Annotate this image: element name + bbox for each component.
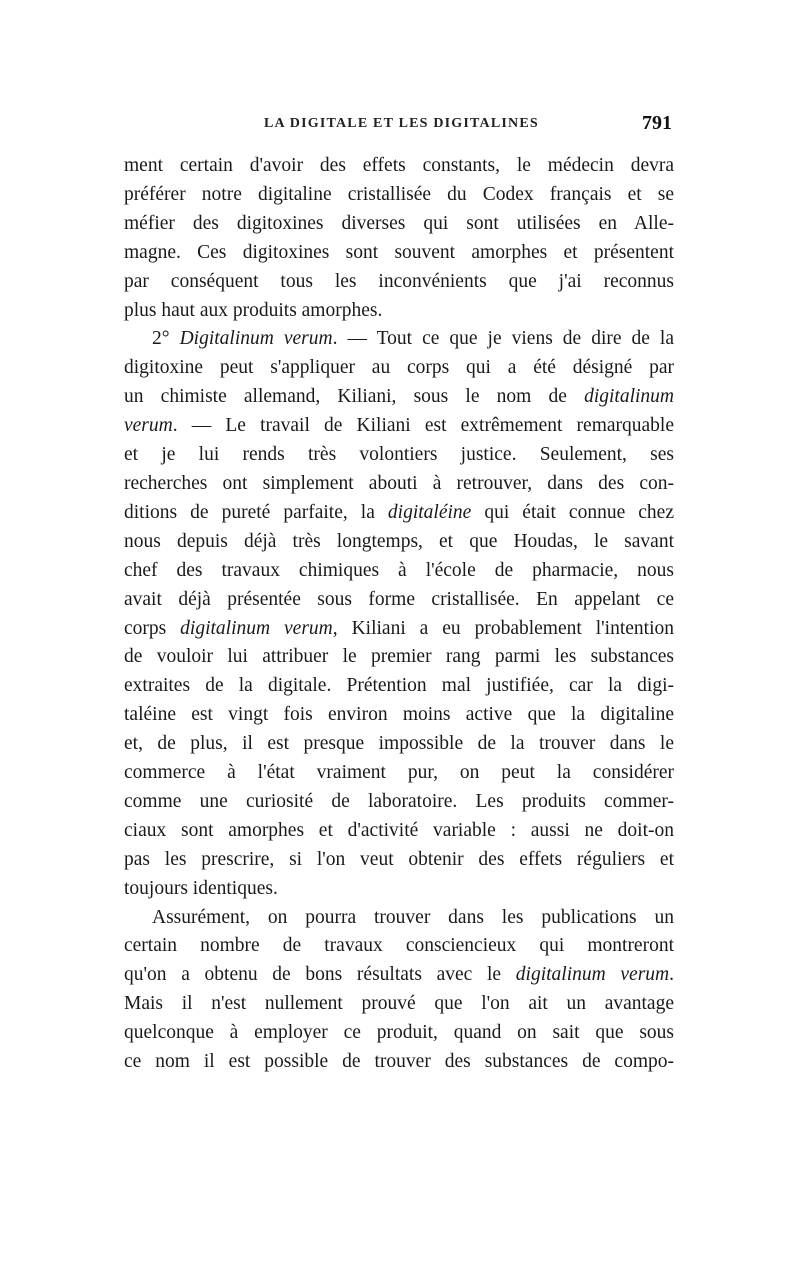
text-line: et je lui rends très volontiers justice. Seulement, ses <box>124 444 674 466</box>
text-line: quelconque à employer ce produit, quand on sait que sous <box>124 1022 674 1044</box>
body-text <box>124 152 674 1077</box>
paragraph-2 <box>124 325 674 903</box>
text-line: ce nom il est possible de trouver des substances de compo- <box>124 1051 674 1073</box>
text-line: 2° Digitalinum verum. — Tout ce que je viens de dire de la <box>152 328 674 350</box>
text-line: qu'on a obtenu de bons résultats avec le digitalinum verum. <box>124 964 674 986</box>
text-line: comme une curiosité de laboratoire. Les produits commer- <box>124 790 674 812</box>
text-line: taléine est vingt fois environ moins active que la digitaline <box>124 704 674 726</box>
running-head <box>124 112 674 142</box>
text-line: certain nombre de travaux consciencieux qui montreront <box>124 935 674 957</box>
text-line: ciaux sont amorphes et d'activité variable : aussi ne doit-on <box>124 819 674 841</box>
text-line: préférer notre digitaline cristallisée du Codex français et se <box>124 183 674 205</box>
text-line: un chimiste allemand, Kiliani, sous le nom de digitalinum <box>124 386 674 408</box>
text-line: recherches ont simplement abouti à retrouver, dans des con- <box>124 472 674 494</box>
text-line: Assurément, on pourra trouver dans les publications un <box>152 906 674 928</box>
text-line: et, de plus, il est presque impossible de la trouver dans le <box>124 733 674 755</box>
text-line: corps digitalinum verum, Kiliani a eu probablement l'intention <box>124 617 674 639</box>
running-title: LA DIGITALE ET LES DIGITALINES <box>264 116 539 131</box>
text-line: plus haut aux produits amorphes. <box>124 299 383 321</box>
text-line: par conséquent tous les inconvénients que j'ai reconnus <box>124 270 674 292</box>
text-line: nous depuis déjà très longtemps, et que Houdas, le savant <box>124 530 674 552</box>
text-line: pas les prescrire, si l'on veut obtenir des effets réguliers et <box>124 848 674 870</box>
text-line: digitoxine peut s'appliquer au corps qui a été désigné par <box>124 357 674 379</box>
paragraph-3 <box>124 904 674 1077</box>
text-line: ment certain d'avoir des effets constants, le médecin devra <box>124 155 674 176</box>
text-line: Mais il n'est nullement prouvé que l'on ait un avantage <box>124 993 674 1015</box>
page-number: 791 <box>642 112 672 134</box>
text-line: verum. — Le travail de Kiliani est extrêmement remarquable <box>124 415 674 437</box>
text-line: toujours identiques. <box>124 877 278 899</box>
text-line: extraites de la digitale. Prétention mal justifiée, car la digi- <box>124 675 674 697</box>
text-line: ditions de pureté parfaite, la digitaléine qui était connue chez <box>124 501 674 523</box>
text-line: chef des travaux chimiques à l'école de pharmacie, nous <box>124 559 674 581</box>
paragraph-1 <box>124 152 674 325</box>
text-line: méfier des digitoxines diverses qui sont utilisées en Alle- <box>124 212 674 234</box>
text-line: magne. Ces digitoxines sont souvent amorphes et présentent <box>124 241 674 263</box>
text-line: de vouloir lui attribuer le premier rang parmi les substances <box>124 646 674 668</box>
text-line: avait déjà présentée sous forme cristallisée. En appelant ce <box>124 588 674 610</box>
text-line: commerce à l'état vraiment pur, on peut la considérer <box>124 762 674 784</box>
book-page <box>124 112 674 1077</box>
